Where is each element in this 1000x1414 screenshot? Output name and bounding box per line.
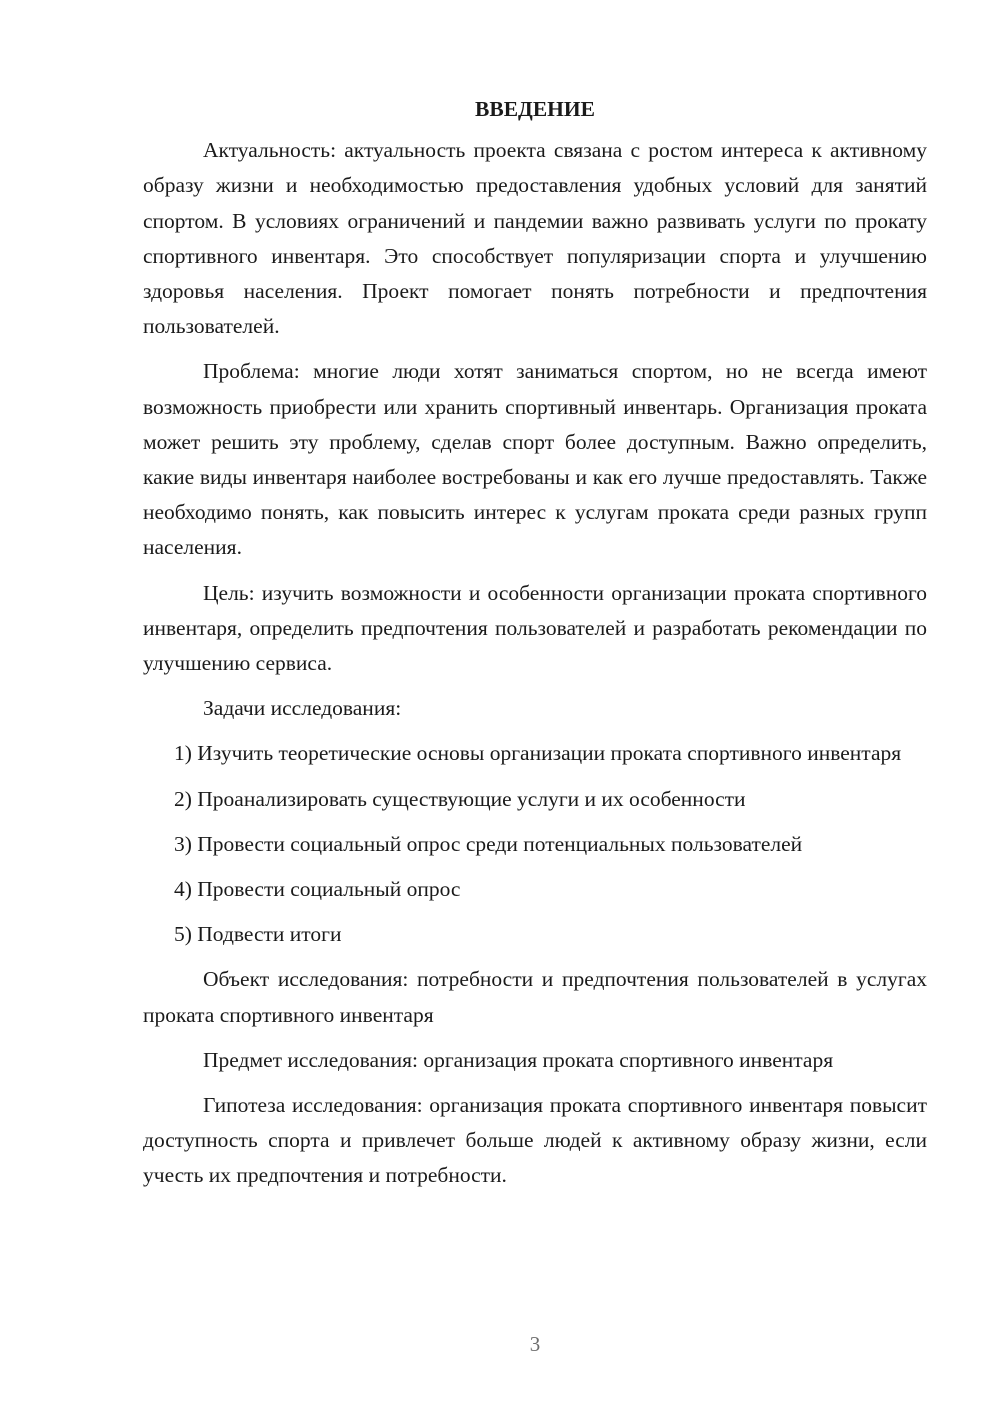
document-title: ВВЕДЕНИЕ [475, 97, 595, 121]
task-item-4: 4) Провести социальный опрос [174, 877, 461, 902]
task-item-3: 3) Провести социальный опрос среди потенциальных пользователей [174, 831, 803, 856]
paragraph-problem: Проблема: многие люди хотят заниматься спортом, но не всегда имеют возможность приобрести или хранить спортивный инвентарь. Организация проката может решить эту проблему, сделав спорт более доступным. Важно определить, какие виды инвентаря наиболее востребованы и как его лучше предоставлять. Также необходимо понять, как повысить интерес к услугам проката среди разных групп населения. [143, 359, 927, 560]
paragraph-relevance: Актуальность: актуальность проекта связана с ростом интереса к активному образу жизни и необходимостью предоставления удобных условий для занятий спортом. В условиях ограничений и пандемии важно развивать услуги по прокату спортивного инвентаря. Это способствует популяризации спорта и улучшению здоровья населения. Проект помогает понять потребности и предпочтения пользователей. [143, 138, 927, 339]
paragraph-subject: Предмет исследования: организация проката спортивного инвентаря [203, 1047, 834, 1072]
paragraph-object: Объект исследования: потребности и предпочтения пользователей в услугах проката спортивного инвентаря [143, 967, 927, 1027]
document-page [143, 92, 927, 1204]
task-item-1: 1) Изучить теоретические основы организации проката спортивного инвентаря [174, 741, 902, 766]
paragraph-goal: Цель: изучить возможности и особенности организации проката спортивного инвентаря, определить предпочтения пользователей и разработать рекомендации по улучшению сервиса. [143, 580, 927, 676]
task-item-2: 2) Проанализировать существующие услуги и их особенности [174, 786, 746, 811]
paragraph-hypothesis: Гипотеза исследования: организация проката спортивного инвентаря повысит доступность спорта и привлечет больше людей к активному образу жизни, если учесть их предпочтения и потребности. [143, 1093, 927, 1188]
task-item-5: 5) Подвести итоги [174, 922, 342, 947]
tasks-heading: Задачи исследования: [203, 696, 402, 721]
page-number: 3 [529, 1332, 541, 1356]
